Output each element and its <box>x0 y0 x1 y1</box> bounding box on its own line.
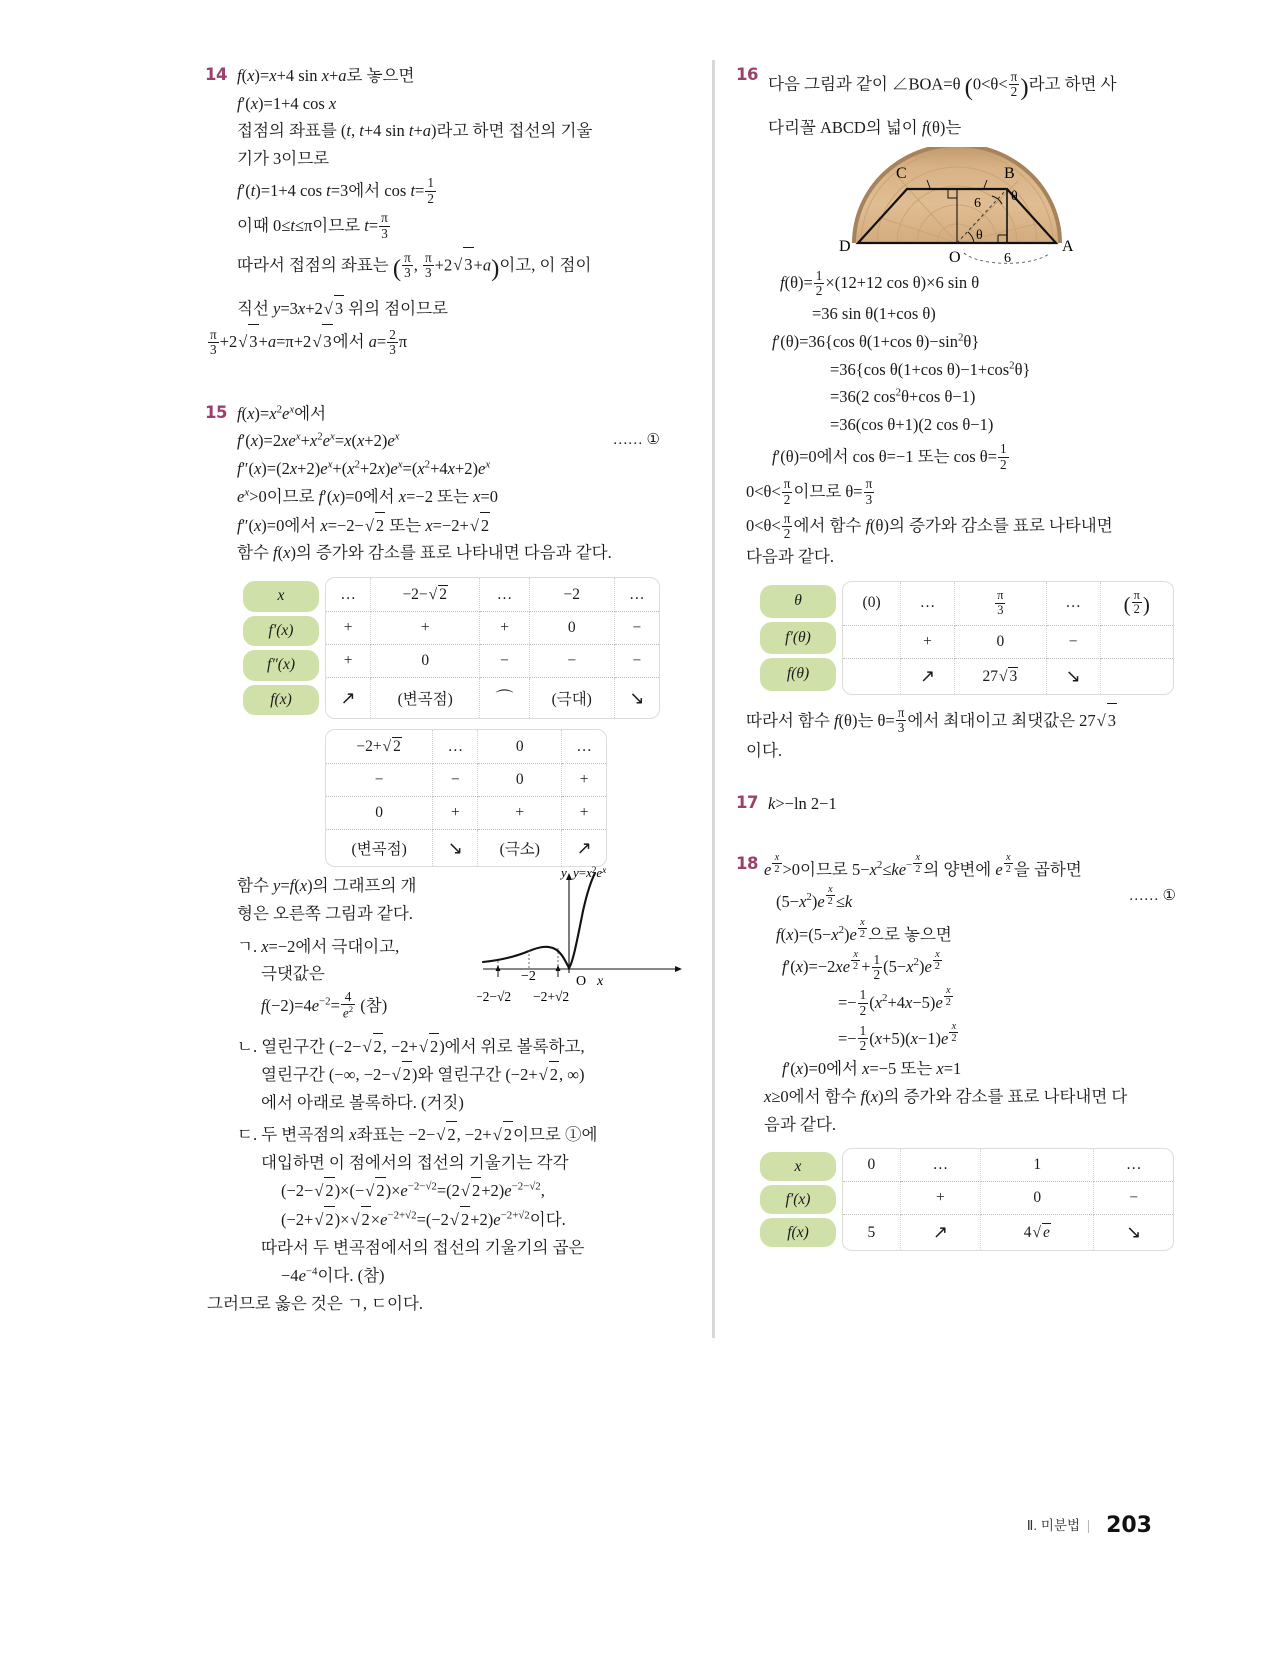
table-row <box>326 645 659 678</box>
problem-number: 15 <box>205 402 227 422</box>
row-label: f(x) <box>243 685 319 716</box>
table-row <box>326 730 606 764</box>
svg-text:D: D <box>839 238 851 256</box>
table-row <box>326 578 659 612</box>
statement-b: ㄴ. 열린구간 (−2− √ 2, −2+ √ 2)에서 위로 볼록하고, <box>237 1033 660 1061</box>
cell: (변곡점) <box>371 678 480 719</box>
statement-c-calc: (−2− √ 2)×(− √ $2)\times e^{-2-√2}=(2$ √ $2+2)e^{-2-√2}$, <box>237 1177 660 1205</box>
table-row-labels <box>243 577 319 719</box>
cell: ( $\frac{\pi}{2}$ ) <box>1100 582 1173 625</box>
row-label: f(θ) <box>760 658 836 691</box>
solution-line: f′(x)=−2xe $^{\frac{x}{2}}$ + $\frac{1}{2}$ $(5-x^2)e$ $^{\frac{x}{2}}$ <box>782 949 940 982</box>
solution-line: e $^{\frac{x}{2}}$ >0이므로 $5-x^2\le ke^{- \frac{x}{2}}$ 의 양변에 e $^{\frac{x}{2}}$ 을 곱하면 <box>764 851 1082 879</box>
cell: − <box>614 645 659 678</box>
table-row <box>843 1182 1173 1215</box>
cell: 0 <box>843 1149 900 1182</box>
page-number: 203 <box>1106 1513 1152 1538</box>
cell: −2− √ 2 <box>371 578 480 612</box>
statement-c-calc: (−2+ √ 2)× √ $2\times e^{-2+√2}=(-2$ √ $2+2)e^{-2+√2}$이다. <box>237 1206 660 1234</box>
cell: … <box>480 578 530 612</box>
problem-17 <box>736 791 1176 818</box>
statement-c-cont: 따라서 두 변곡점에서의 접선의 기울기의 곱은 <box>261 1237 585 1257</box>
statement-c-cont: $-4e^{-4}$이다. (참) <box>281 1264 385 1285</box>
svg-text:x: x <box>597 974 604 990</box>
increase-decrease-table-b <box>325 729 660 867</box>
svg-text:−2: −2 <box>521 969 536 985</box>
solution-line: f′(t)=1+4 cos t=3에서 cos t= $\frac{1}{2}$ <box>237 175 434 206</box>
table-body <box>326 578 659 718</box>
cell: ↗ <box>900 1215 980 1251</box>
svg-text:B: B <box>1004 165 1015 183</box>
solution-line: 접점의 좌표를 (t, t+4 sin t+a)라고 하면 접선의 기울 <box>237 121 593 141</box>
cell: + <box>562 797 606 830</box>
reference-mark: …… ① <box>612 432 660 449</box>
solution-line: 직선 y=3x+2 √ 3 위의 점이므로 <box>237 295 660 323</box>
problem-18-body <box>736 852 1176 1251</box>
cell: 4 √ e <box>981 1215 1094 1251</box>
cell: − <box>433 764 478 797</box>
conclusion: 따라서 함수 f(θ)는 θ= $\frac{\pi}{3}$ 에서 최대이고 최댓값은 27 √ 3 <box>746 703 1176 738</box>
problem-statement: 다음 그림과 같이 ∠BOA=θ (0<θ< $\frac{\pi}{2}$ )라고 하면 사 <box>768 69 1117 101</box>
table-row <box>843 1215 1173 1251</box>
cell: + <box>478 797 562 830</box>
cell: ↘ <box>1046 658 1100 694</box>
row-label: x <box>243 581 319 612</box>
table-body <box>326 730 606 866</box>
svg-text:y: y <box>561 865 567 881</box>
table-row <box>326 764 606 797</box>
cell: ↘ <box>629 687 645 708</box>
cell: + <box>900 1182 980 1215</box>
solution-line: 이때 0≤t≤π이므로 t= $\frac{\pi}{3}$ <box>237 210 388 241</box>
cell: ↗ <box>901 658 955 694</box>
cell: − <box>1046 625 1100 658</box>
cell: + <box>901 625 955 658</box>
chapter-label: Ⅱ. 미분법 <box>1026 1518 1081 1533</box>
svg-text:6: 6 <box>974 196 981 212</box>
cell: 1 <box>981 1149 1094 1182</box>
cell: 0 <box>954 625 1046 658</box>
statement-a-value: $f(-2)=4e^{-2}=$ $\frac{4}{e^2}$ (참) <box>261 989 388 1021</box>
solution-line: 기가 3이므로 <box>237 149 330 169</box>
cell: (극소) <box>478 830 562 867</box>
statement-a: ㄱ. x=−2에서 극대이고, <box>237 936 400 956</box>
row-label: x <box>760 1152 836 1181</box>
statement-b-cont: 열린구간 (−∞, −2− √ 2)와 열린구간 (−2+ √ 2, ∞) <box>237 1061 660 1089</box>
solution-line: =− $\frac{1}{2}$ (x+5)(x−1)e $^{\frac{x}{2}}$ <box>838 1020 957 1054</box>
table-row <box>843 1149 1173 1182</box>
solution-line: =36(2 $\cos^2\theta+\cos$ θ−1) <box>830 386 976 407</box>
table-row <box>843 658 1173 694</box>
cell: + <box>326 645 371 678</box>
problem-15 <box>205 401 660 1318</box>
solution-line: k>−ln 2−1 <box>768 794 837 814</box>
statement-c: ㄷ. 두 변곡점의 x좌표는 −2− √ 2, −2+ √ 2이므로 ①에 <box>237 1121 660 1149</box>
trapezoid-figure <box>778 147 1178 266</box>
conclusion-cont: 이다. <box>746 741 783 761</box>
cell <box>1100 658 1173 694</box>
cell <box>1100 625 1173 658</box>
solution-line: 0<θ< $\frac{\pi}{2}$ 이므로 θ= $\frac{\pi}{3}$ <box>746 476 873 507</box>
solution-line: f(x)=x+4 sin x+a로 놓으면 <box>237 66 415 85</box>
page-footer <box>1027 1513 1152 1538</box>
cell: − <box>1094 1182 1173 1215</box>
problem-statement-cont: 다리꼴 ABCD의 넓이 f(θ)는 <box>768 117 962 137</box>
solution-line: 음과 같다. <box>764 1114 837 1134</box>
svg-text:−2+√2: −2+√2 <box>533 989 570 1005</box>
problem-number: 18 <box>736 853 758 873</box>
solution-line: 함수 y=f(x)의 그래프의 개 <box>237 876 417 896</box>
cell: … <box>326 578 371 612</box>
solution-line: =− $\frac{1}{2}$ $(x^2+4x-5)e$ $^{\frac{x}{2}}$ <box>838 984 951 1018</box>
table-body <box>843 582 1173 694</box>
solution-line: $e^x>0$이므로 f′(x)=0에서 x=−2 또는 x=0 <box>237 486 498 506</box>
increase-decrease-table-a <box>243 577 660 719</box>
cell: 0 <box>529 612 614 645</box>
problem-18 <box>736 852 1176 1251</box>
increase-decrease-table-16 <box>760 581 1176 695</box>
svg-text:O: O <box>949 249 961 266</box>
row-label: f′(x) <box>760 1185 836 1214</box>
table-row <box>326 612 659 645</box>
row-label: f′(x) <box>243 616 319 647</box>
solution-line: 형은 오른쪽 그림과 같다. <box>237 903 413 923</box>
table-row <box>326 797 606 830</box>
problem-14 <box>205 63 660 359</box>
cell: 0 <box>371 645 480 678</box>
problem-17-body <box>736 791 1176 818</box>
table-row-labels <box>760 1148 836 1251</box>
statement-b-cont: 에서 아래로 볼록하다. (거짓) <box>261 1093 464 1113</box>
cell: ↘ <box>1126 1222 1142 1243</box>
cell: 0 <box>981 1182 1094 1215</box>
function-graph <box>477 861 687 1011</box>
cell: 0 <box>478 730 562 764</box>
solution-line: f′(x)=1+4 cos x <box>237 93 337 113</box>
solution-line: =36(cos θ+1)(2 cos θ−1) <box>830 415 994 435</box>
left-column <box>205 62 660 1344</box>
cell: $\frac{\pi}{3}$ <box>954 582 1046 625</box>
solution-line: f(θ)= $\frac{1}{2}$ ×(12+12 cos θ)×6 sin θ <box>780 268 980 299</box>
solution-line: f′(x)=0에서 x=−5 또는 x=1 <box>782 1059 962 1079</box>
cell: ↗ <box>326 678 371 719</box>
cell: −2 <box>529 578 614 612</box>
cell: … <box>900 1149 980 1182</box>
cell: − <box>529 645 614 678</box>
cell: ↗ <box>576 837 592 858</box>
cell: + <box>562 764 606 797</box>
svg-text:θ: θ <box>976 228 983 244</box>
row-label: f(x) <box>760 1218 836 1247</box>
solution-line: $f(x)=x^2e^x$에서 <box>237 403 327 423</box>
solution-line: $\frac{\pi}{3}$ +2 √ 3+a=π+2 √ 3에서 a= $\frac{2}{3}$ π <box>207 324 660 359</box>
solution-line: $f''(x)=(2x+2)e^x+(x^2+2x)e^x=(x^2+4x+2)e^x$ <box>237 458 491 479</box>
cell: 5 <box>843 1215 900 1251</box>
cell: (극대) <box>529 678 614 719</box>
problem-number: 16 <box>736 65 758 84</box>
cell: + <box>480 612 530 645</box>
cell: 27 √ 3 <box>954 658 1046 694</box>
footer-separator: | <box>1086 1518 1091 1533</box>
solution-line: f′(θ)=36{cos θ(1+cos $\theta)-\sin^2\theta$} <box>772 331 980 351</box>
cell: − <box>326 764 433 797</box>
cell: ⌒ <box>480 678 530 719</box>
table-row <box>843 625 1173 658</box>
solution-line: 다음과 같다. <box>746 547 834 567</box>
table-row <box>326 678 659 719</box>
cell: 0 <box>478 764 562 797</box>
cell <box>843 658 901 694</box>
problem-16-body <box>736 63 1176 765</box>
cell: − <box>614 612 659 645</box>
svg-text:A: A <box>1062 238 1074 256</box>
solution-line: 0<θ< $\frac{\pi}{2}$ 에서 함수 f(θ)의 증가와 감소를 표로 나타내면 <box>746 511 1113 542</box>
cell: ↘ <box>433 830 478 867</box>
row-label: θ <box>760 585 836 618</box>
cell: + <box>326 612 371 645</box>
svg-text:−2−√2: −2−√2 <box>477 989 512 1005</box>
svg-text:C: C <box>896 165 907 183</box>
solution-line: f″(x)=0에서 x=−2− √ 2 또는 x=−2+ √ 2 <box>237 512 660 540</box>
svg-text:6: 6 <box>1004 251 1011 266</box>
cell: (변곡점) <box>326 830 433 867</box>
cell: … <box>1094 1149 1173 1182</box>
row-label: f″(x) <box>243 650 319 681</box>
cell <box>843 625 901 658</box>
cell: + <box>371 612 480 645</box>
right-column <box>712 62 1176 1277</box>
statement-a-cont: 극댓값은 <box>261 964 325 984</box>
reference-mark: …… ① <box>1128 888 1176 905</box>
solution-line: $f(x)=(5-x^2)e$ $^{\frac{x}{2}}$ 으로 놓으면 <box>776 916 952 944</box>
solution-line: x≥0에서 함수 f(x)의 증가와 감소를 표로 나타내면 다 <box>764 1086 1128 1106</box>
problem-16 <box>736 63 1176 765</box>
conclusion: 그러므로 옳은 것은 ㄱ, ㄷ이다. <box>207 1294 424 1314</box>
cell: … <box>614 578 659 612</box>
solution-line: f′(θ)=0에서 cos θ=−1 또는 cos θ= $\frac{1}{2}$ <box>772 441 1007 472</box>
cell: − <box>480 645 530 678</box>
cell: (0) <box>843 582 901 625</box>
cell: + <box>433 797 478 830</box>
cell: … <box>562 730 606 764</box>
table-row-labels <box>760 581 836 695</box>
increase-decrease-table-18 <box>760 1148 1176 1251</box>
problem-number: 14 <box>205 65 227 84</box>
table-body <box>843 1149 1173 1250</box>
cell <box>843 1182 900 1215</box>
problem-14-body <box>205 63 660 359</box>
solution-line: …… ① $f'(x)=2xe^x+x^2e^x=x(x+2)e^x$ <box>237 428 660 455</box>
solution-line: =36{cos θ(1+cos $\theta)-1+\cos^2\theta$} <box>830 358 1031 379</box>
svg-text:θ: θ <box>1011 189 1018 205</box>
svg-text:O: O <box>576 974 587 990</box>
solution-line: 따라서 접점의 좌표는 ( $\frac{\pi}{3}$ , $\frac{\pi}{3}$ +2 √ 3+a)이고, 이 점이 <box>237 244 660 295</box>
svg-text:y=x2ex: $y=x^2e^x$ <box>573 865 607 881</box>
statement-c-cont: 대입하면 이 점에서의 접선의 기울기는 각각 <box>261 1152 569 1172</box>
cell: … <box>433 730 478 764</box>
cell: … <box>901 582 955 625</box>
table-row <box>843 582 1173 625</box>
row-label: f′(θ) <box>760 622 836 655</box>
cell: 0 <box>326 797 433 830</box>
problem-number: 17 <box>736 793 758 813</box>
cell: −2+ √ 2 <box>326 730 433 764</box>
solution-line: 함수 f(x)의 증가와 감소를 표로 나타내면 다음과 같다. <box>237 543 612 563</box>
problem-15-body <box>205 401 660 1318</box>
solution-line: …… ① $(5-x^2)e$ $^{\frac{x}{2}}$ ≤k <box>776 884 1176 912</box>
cell: … <box>1046 582 1100 625</box>
solution-line: =36 sin θ(1+cos θ) <box>812 304 936 324</box>
